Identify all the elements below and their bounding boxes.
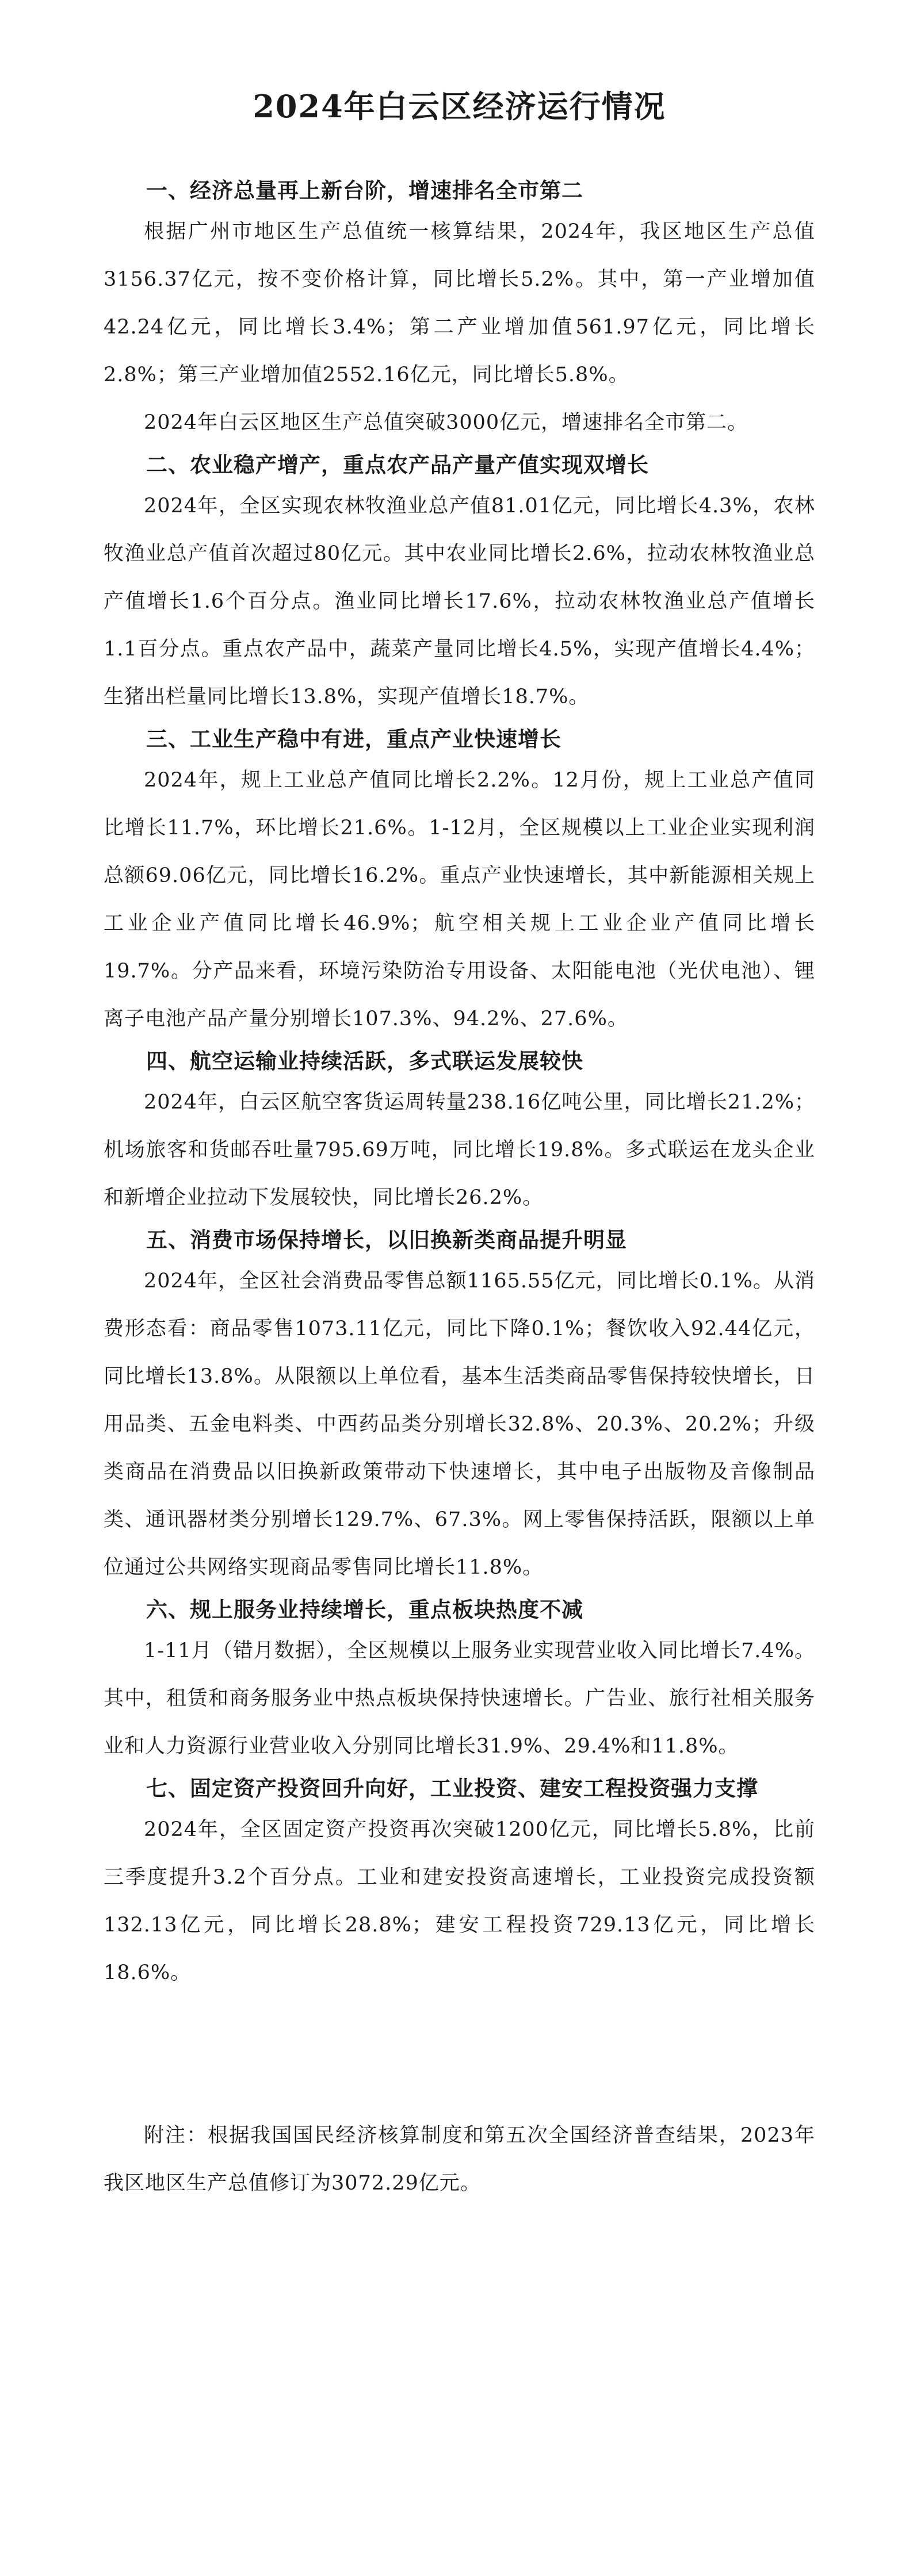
footnote: 附注：根据我国国民经济核算制度和第五次全国经济普查结果，2023年我区地区生产总值修订为3072.29亿元。: [104, 2124, 815, 2195]
section-7: [104, 1770, 815, 1997]
paragraph: 根据广州市地区生产总值统一核算结果，2024年，我区地区生产总值3156.37亿元，按不变价格计算，同比增长5.2%。其中，第一产业增加值42.24亿元，同比增长3.4%；第二产业增加值561.97亿元，同比增长2.8%；第三产业增加值2552.16亿元，同比增长5.8%。: [104, 220, 815, 386]
paragraph: 2024年，全区实现农林牧渔业总产值81.01亿元，同比增长4.3%，农林牧渔业总产值首次超过80亿元。其中农业同比增长2.6%，拉动农林牧渔业总产值增长1.6个百分点。渔业同比增长17.6%，拉动农林牧渔业总产值增长1.1百分点。重点农产品中，蔬菜产量同比增长4.5%，实现产值增长4.4%；生猪出栏量同比增长13.8%，实现产值增长18.7%。: [104, 494, 815, 708]
section-6: [104, 1592, 815, 1770]
paragraph: 2024年，全区社会消费品零售总额1165.55亿元，同比增长0.1%。从消费形态看：商品零售1073.11亿元，同比下降0.1%；餐饮收入92.44亿元，同比增长13.8%。从限额以上单位看，基本生活类商品零售保持较快增长，日用品类、五金电料类、中西药品类分别增长32.8%、20.3%、20.2%；升级类商品在消费品以旧换新政策带动下快速增长，其中电子出版物及音像制品类、通讯器材类分别增长129.7%、67.3%。网上零售保持活跃，限额以上单位通过公共网络实现商品零售同比增长11.8%。: [104, 1270, 815, 1579]
paragraph: 2024年，全区固定资产投资再次突破1200亿元，同比增长5.8%，比前三季度提升3.2个百分点。工业和建安投资高速增长，工业投资完成投资额132.13亿元，同比增长28.8%；建安工程投资729.13亿元，同比增长18.6%。: [104, 1818, 815, 1984]
paragraph: 2024年，规上工业总产值同比增长2.2%。12月份，规上工业总产值同比增长11.7%，环比增长21.6%。1-12月，全区规模以上工业企业实现利润总额69.06亿元，同比增长16.2%。重点产业快速增长，其中新能源相关规上工业企业产值同比增长46.9%；航空相关规上工业企业产值同比增长19.7%。分产品来看，环境污染防治专用设备、太阳能电池（光伏电池）、锂离子电池产品产量分别增长107.3%、94.2%、27.6%。: [104, 769, 815, 1030]
section-heading: 二、农业稳产增产，重点农产品产量产值实现双增长: [146, 452, 649, 477]
section-3: [104, 721, 815, 1043]
paragraph: 2024年，白云区航空客货运周转量238.16亿吨公里，同比增长21.2%；机场旅客和货邮吞吐量795.69万吨，同比增长19.8%。多式联运在龙头企业和新增企业拉动下发展较快，同比增长26.2%。: [104, 1091, 815, 1209]
section-5: [104, 1222, 815, 1592]
section-heading: 三、工业生产稳中有进，重点产业快速增长: [146, 726, 561, 752]
section-heading: 一、经济总量再上新台阶，增速排名全市第二: [146, 178, 583, 203]
section-heading: 七、固定资产投资回升向好，工业投资、建安工程投资强力支撑: [146, 1776, 758, 1801]
page-title: 2024年白云区经济运行情况: [253, 88, 666, 125]
section-heading: 四、航空运输业持续活跃，多式联运发展较快: [146, 1048, 583, 1074]
section-heading: 五、消费市场保持增长，以旧换新类商品提升明显: [146, 1227, 627, 1252]
section-2: [104, 447, 815, 721]
section-4: [104, 1043, 815, 1222]
paragraph: 1-11月（错月数据），全区规模以上服务业实现营业收入同比增长7.4%。其中，租赁和商务服务业中热点板块保持快速增长。广告业、旅行社相关服务业和人力资源行业营业收入分别同比增长31.9%、29.4%和11.8%。: [104, 1639, 815, 1758]
section-1: [104, 172, 815, 447]
spacer: [104, 1997, 815, 2112]
paragraph: 2024年白云区地区生产总值突破3000亿元，增速排名全市第二。: [144, 411, 748, 434]
section-heading: 六、规上服务业持续增长，重点板块热度不减: [146, 1597, 583, 1622]
